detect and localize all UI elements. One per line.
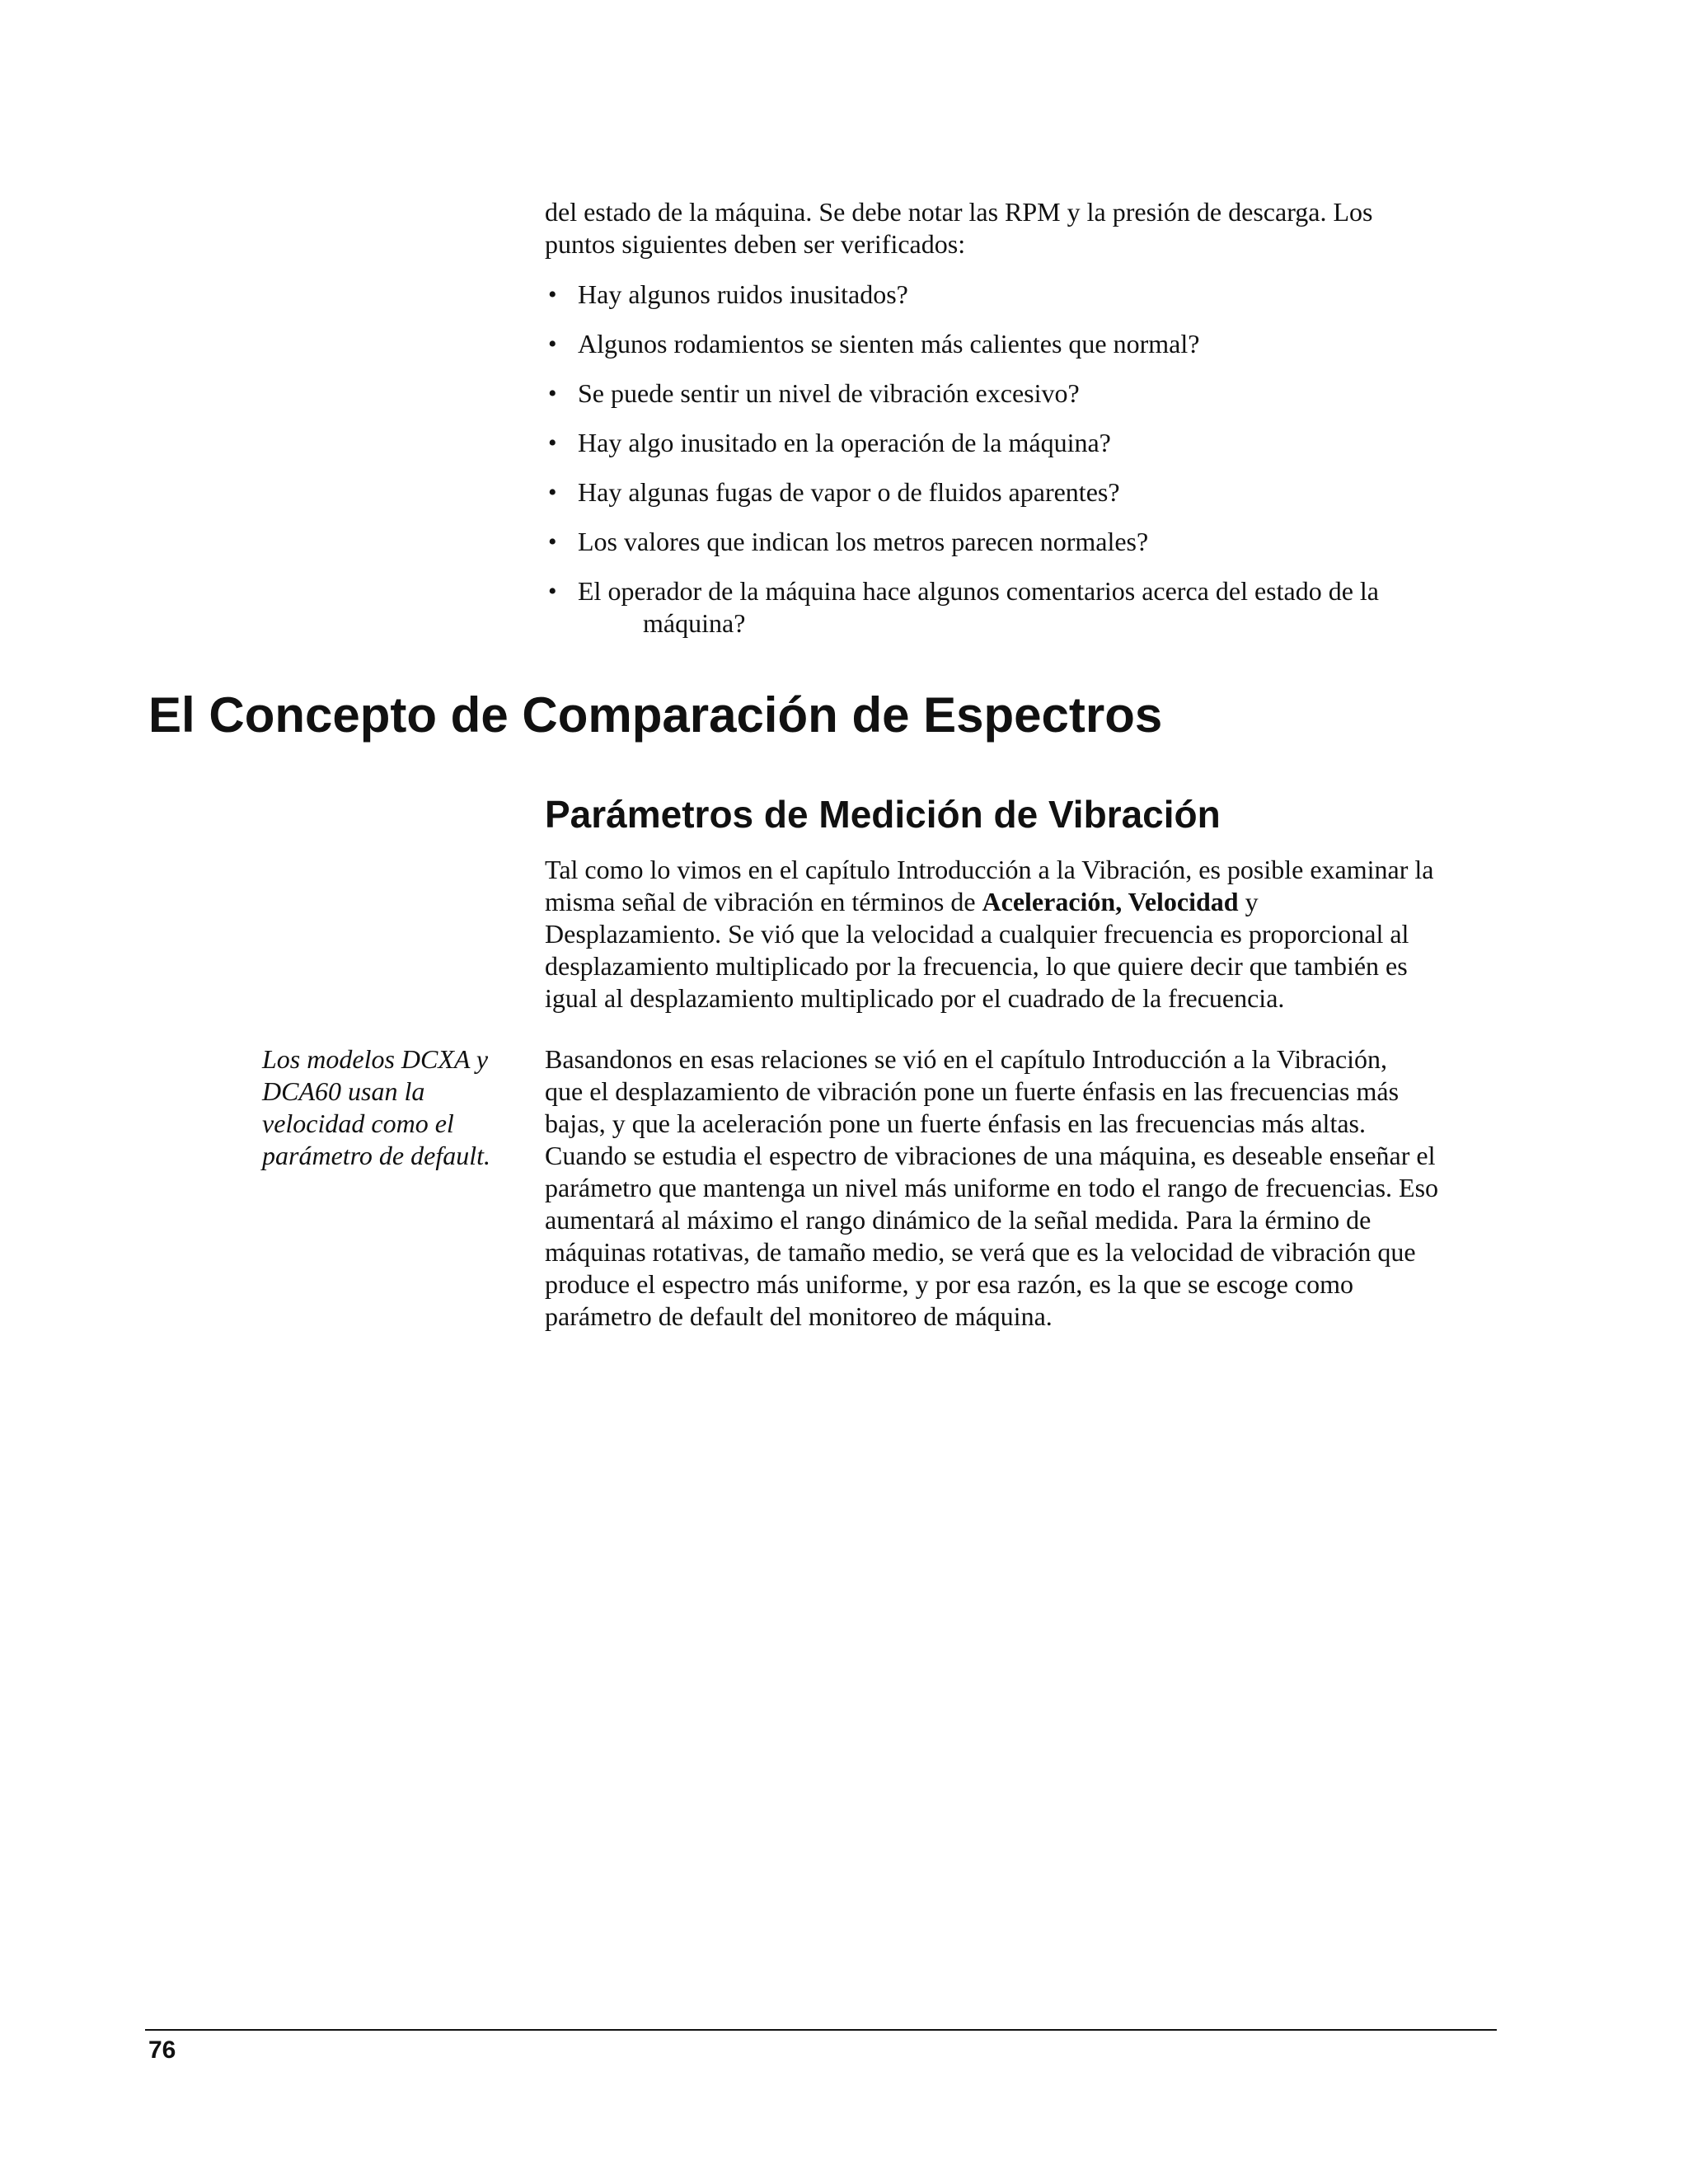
paragraph-line: que el desplazamiento de vibración pone un fuerte énfasis en las frecuencias más bbox=[545, 1076, 1400, 1106]
subsection-heading: Parámetros de Medición de Vibración bbox=[545, 793, 1221, 836]
list-item bbox=[545, 427, 1493, 459]
paragraph-line: Tal como lo vimos en el capítulo Introducción a la Vibración, es posible examinar la bbox=[545, 855, 1434, 884]
margin-note-line: DCA60 usan la bbox=[262, 1076, 425, 1106]
paragraph-line: Desplazamiento. Se vió que la velocidad a cualquier frecuencia es proporcional al bbox=[545, 919, 1409, 949]
list-item-text: Los valores que indican los metros parecen normales? bbox=[578, 527, 1149, 556]
paragraph-line: igual al desplazamiento multiplicado por el cuadrado de la frecuencia. bbox=[545, 983, 1285, 1013]
list-item-text: Se puede sentir un nivel de vibración excesivo? bbox=[578, 378, 1080, 408]
list-item-continuation: máquina? bbox=[643, 608, 746, 638]
paragraph-line: desplazamiento multiplicado por la frecuencia, lo que quiere decir que también es bbox=[545, 951, 1408, 981]
list-item bbox=[545, 377, 1493, 410]
paragraph-line: aumentará al máximo el rango dinámico de la señal medida. Para la érmino de bbox=[545, 1205, 1372, 1235]
paragraph-line bbox=[545, 886, 1501, 918]
margin-note bbox=[262, 1043, 518, 1172]
paragraph-line: produce el espectro más uniforme, y por esa razón, es la que se escoge como bbox=[545, 1269, 1353, 1299]
list-item-text: Hay algo inusitado en la operación de la máquina? bbox=[578, 428, 1111, 457]
list-item-text: El operador de la máquina hace algunos comentarios acerca del estado de la bbox=[578, 576, 1379, 606]
paragraph-line: Basandonos en esas relaciones se vió en el capítulo Introducción a la Vibración, bbox=[545, 1044, 1388, 1074]
section-heading: El Concepto de Comparación de Espectros bbox=[148, 687, 1163, 743]
list-item bbox=[545, 328, 1493, 360]
intro-line: puntos siguientes deben ser verificados: bbox=[545, 229, 966, 259]
paragraph-text: y bbox=[1238, 887, 1259, 916]
margin-note-line: Los modelos DCXA y bbox=[262, 1044, 489, 1074]
list-item bbox=[545, 476, 1493, 509]
page-number: 76 bbox=[148, 2036, 176, 2064]
intro-paragraph bbox=[545, 196, 1493, 260]
paragraph-line: bajas, y que la aceleración pone un fuerte énfasis en las frecuencias más altas. bbox=[545, 1108, 1366, 1138]
paragraph-line: máquinas rotativas, de tamaño medio, se verá que es la velocidad de vibración que bbox=[545, 1237, 1416, 1267]
paragraph-line: parámetro que mantenga un nivel más uniforme en todo el rango de frecuencias. Eso bbox=[545, 1173, 1439, 1202]
intro-line: del estado de la máquina. Se debe notar las RPM y la presión de descarga. Los bbox=[545, 197, 1373, 227]
paragraph-line: Cuando se estudia el espectro de vibraciones de una máquina, es deseable enseñar el bbox=[545, 1141, 1436, 1170]
margin-note-line: parámetro de default. bbox=[262, 1141, 490, 1170]
paragraph-line: parámetro de default del monitoreo de máquina. bbox=[545, 1301, 1053, 1331]
list-item bbox=[545, 279, 1493, 311]
body-paragraph-parameters bbox=[545, 854, 1501, 1015]
list-item-text: Hay algunos ruidos inusitados? bbox=[578, 279, 908, 309]
list-item bbox=[545, 526, 1493, 558]
bold-terms: Aceleración, Velocidad bbox=[982, 887, 1239, 916]
paragraph-text: misma señal de vibración en términos de bbox=[545, 887, 982, 916]
footer-divider bbox=[145, 2029, 1497, 2031]
checklist bbox=[545, 279, 1493, 657]
list-item bbox=[545, 575, 1493, 640]
list-item-text: Hay algunas fugas de vapor o de fluidos aparentes? bbox=[578, 477, 1120, 507]
list-item-text: Algunos rodamientos se sienten más calientes que normal? bbox=[578, 329, 1200, 359]
margin-note-line: velocidad como el bbox=[262, 1108, 454, 1138]
body-paragraph-relations bbox=[545, 1043, 1501, 1333]
